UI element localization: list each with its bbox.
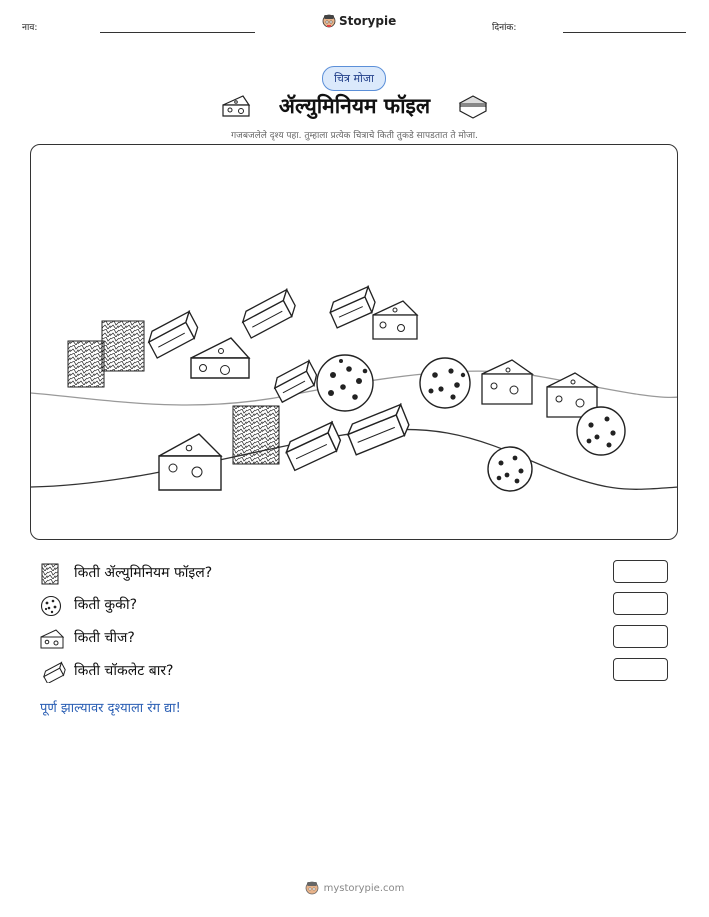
- cookie: [488, 447, 532, 491]
- name-label: नाव:: [22, 23, 38, 33]
- answer-box-chocolate[interactable]: [613, 658, 668, 681]
- question-row-cheese: [40, 625, 670, 651]
- chocolate-bar: [239, 290, 299, 338]
- question-text: किती ॲल्युमिनियम फॉइल?: [74, 565, 213, 581]
- site-url[interactable]: mystorypie.com: [323, 882, 405, 894]
- site-footer: [0, 880, 709, 896]
- chocolate-bar: [145, 312, 201, 358]
- question-text: किती कुकी?: [74, 597, 137, 613]
- question-row-foil: [40, 560, 670, 586]
- cheese-wedge: [482, 360, 532, 404]
- cheese-wedge: [373, 301, 417, 339]
- instructions: गजबजलेले दृश्य पहा. तुम्हाला प्रत्येक चित्राचे किती तुकडे सापडतात ते मोजा.: [231, 131, 478, 141]
- chocolate-bar: [345, 405, 412, 455]
- name-line[interactable]: [100, 32, 255, 33]
- answer-box-cheese[interactable]: [613, 625, 668, 648]
- chocolate-bar: [283, 422, 344, 470]
- cookie-icon: [40, 595, 62, 617]
- answer-box-cookie[interactable]: [613, 592, 668, 615]
- activity-badge: चित्र मोजा: [322, 66, 386, 91]
- foil-piece: [102, 321, 144, 371]
- scene-drawing[interactable]: [31, 145, 678, 540]
- question-row-chocolate: [40, 658, 670, 684]
- chocolate-bar: [327, 287, 378, 328]
- answer-box-foil[interactable]: [613, 560, 668, 583]
- scene-panel: [30, 144, 678, 540]
- question-row-cookie: [40, 592, 670, 618]
- brand-logo: [322, 13, 396, 29]
- question-text: किती चॉकलेट बार?: [74, 663, 174, 679]
- cheese-wedge: [191, 338, 249, 378]
- cookie: [317, 355, 373, 411]
- date-line[interactable]: [563, 32, 686, 33]
- foil-piece: [233, 406, 279, 464]
- foil-icon: [40, 563, 60, 585]
- foil-piece: [68, 341, 104, 387]
- chocolate-bar-icon: [40, 661, 66, 683]
- storypie-mascot-icon: [305, 880, 319, 896]
- storypie-mascot-icon: [322, 13, 336, 29]
- cheese-wedge: [159, 434, 221, 490]
- cookie: [420, 358, 470, 408]
- date-label: दिनांक:: [492, 23, 517, 33]
- cookie: [577, 407, 625, 455]
- sandwich-icon: [457, 93, 489, 119]
- coloring-note: पूर्ण झाल्यावर दृश्याला रंग द्या!: [40, 701, 181, 716]
- cheese-icon: [40, 628, 64, 650]
- chocolate-bar: [271, 361, 320, 402]
- question-text: किती चीज?: [74, 630, 135, 646]
- page-title: ॲल्युमिनियम फॉइल: [278, 94, 431, 118]
- brand-name: Storypie: [339, 14, 397, 28]
